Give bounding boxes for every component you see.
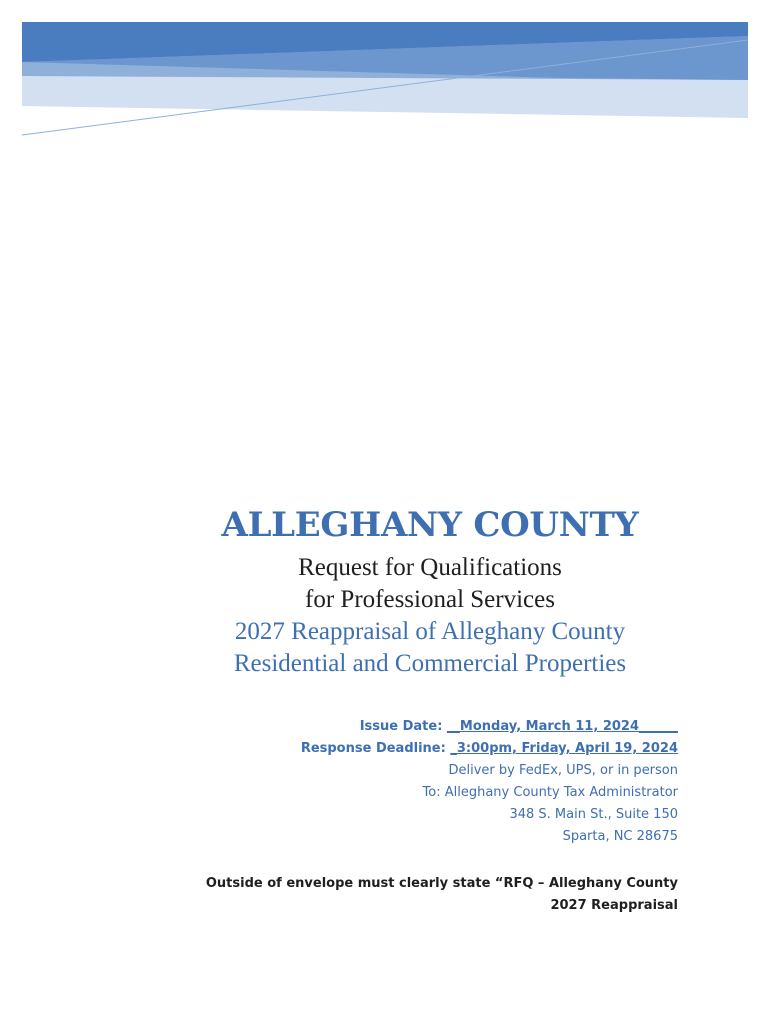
subtitle-line-3: 2027 Reappraisal of Alleghany County	[234, 618, 626, 645]
recipient: To: Alleghany County Tax Administrator	[422, 785, 678, 800]
submission-details	[198, 716, 678, 848]
issue-date-label: Issue Date:	[359, 719, 447, 734]
issue-date-value: __Monday, March 11, 2024______	[446, 719, 678, 734]
header-banner	[0, 0, 770, 160]
envelope-notice	[158, 873, 678, 917]
deadline-value: _3:00pm, Friday, April 19, 2024	[450, 741, 678, 756]
county-title: ALLEGHANY COUNTY	[221, 505, 639, 545]
subtitle-line-4: Residential and Commercial Properties	[233, 650, 627, 677]
deadline-row	[198, 738, 678, 760]
issue-date-row	[198, 716, 678, 738]
address-line-2: Sparta, NC 28675	[562, 829, 678, 844]
envelope-notice-line-1: Outside of envelope must clearly state “RFQ – Alleghany County	[205, 876, 678, 891]
envelope-notice-line-2: 2027 Reappraisal	[550, 898, 678, 913]
deadline-label: Response Deadline:	[300, 741, 451, 756]
subtitle-line-2: for Professional Services	[305, 586, 555, 613]
delivery-method: Deliver by FedEx, UPS, or in person	[448, 763, 678, 778]
address-line-1: 348 S. Main St., Suite 150	[509, 807, 678, 822]
subtitle-line-1: Request for Qualifications	[298, 554, 562, 581]
title-block	[190, 498, 670, 680]
